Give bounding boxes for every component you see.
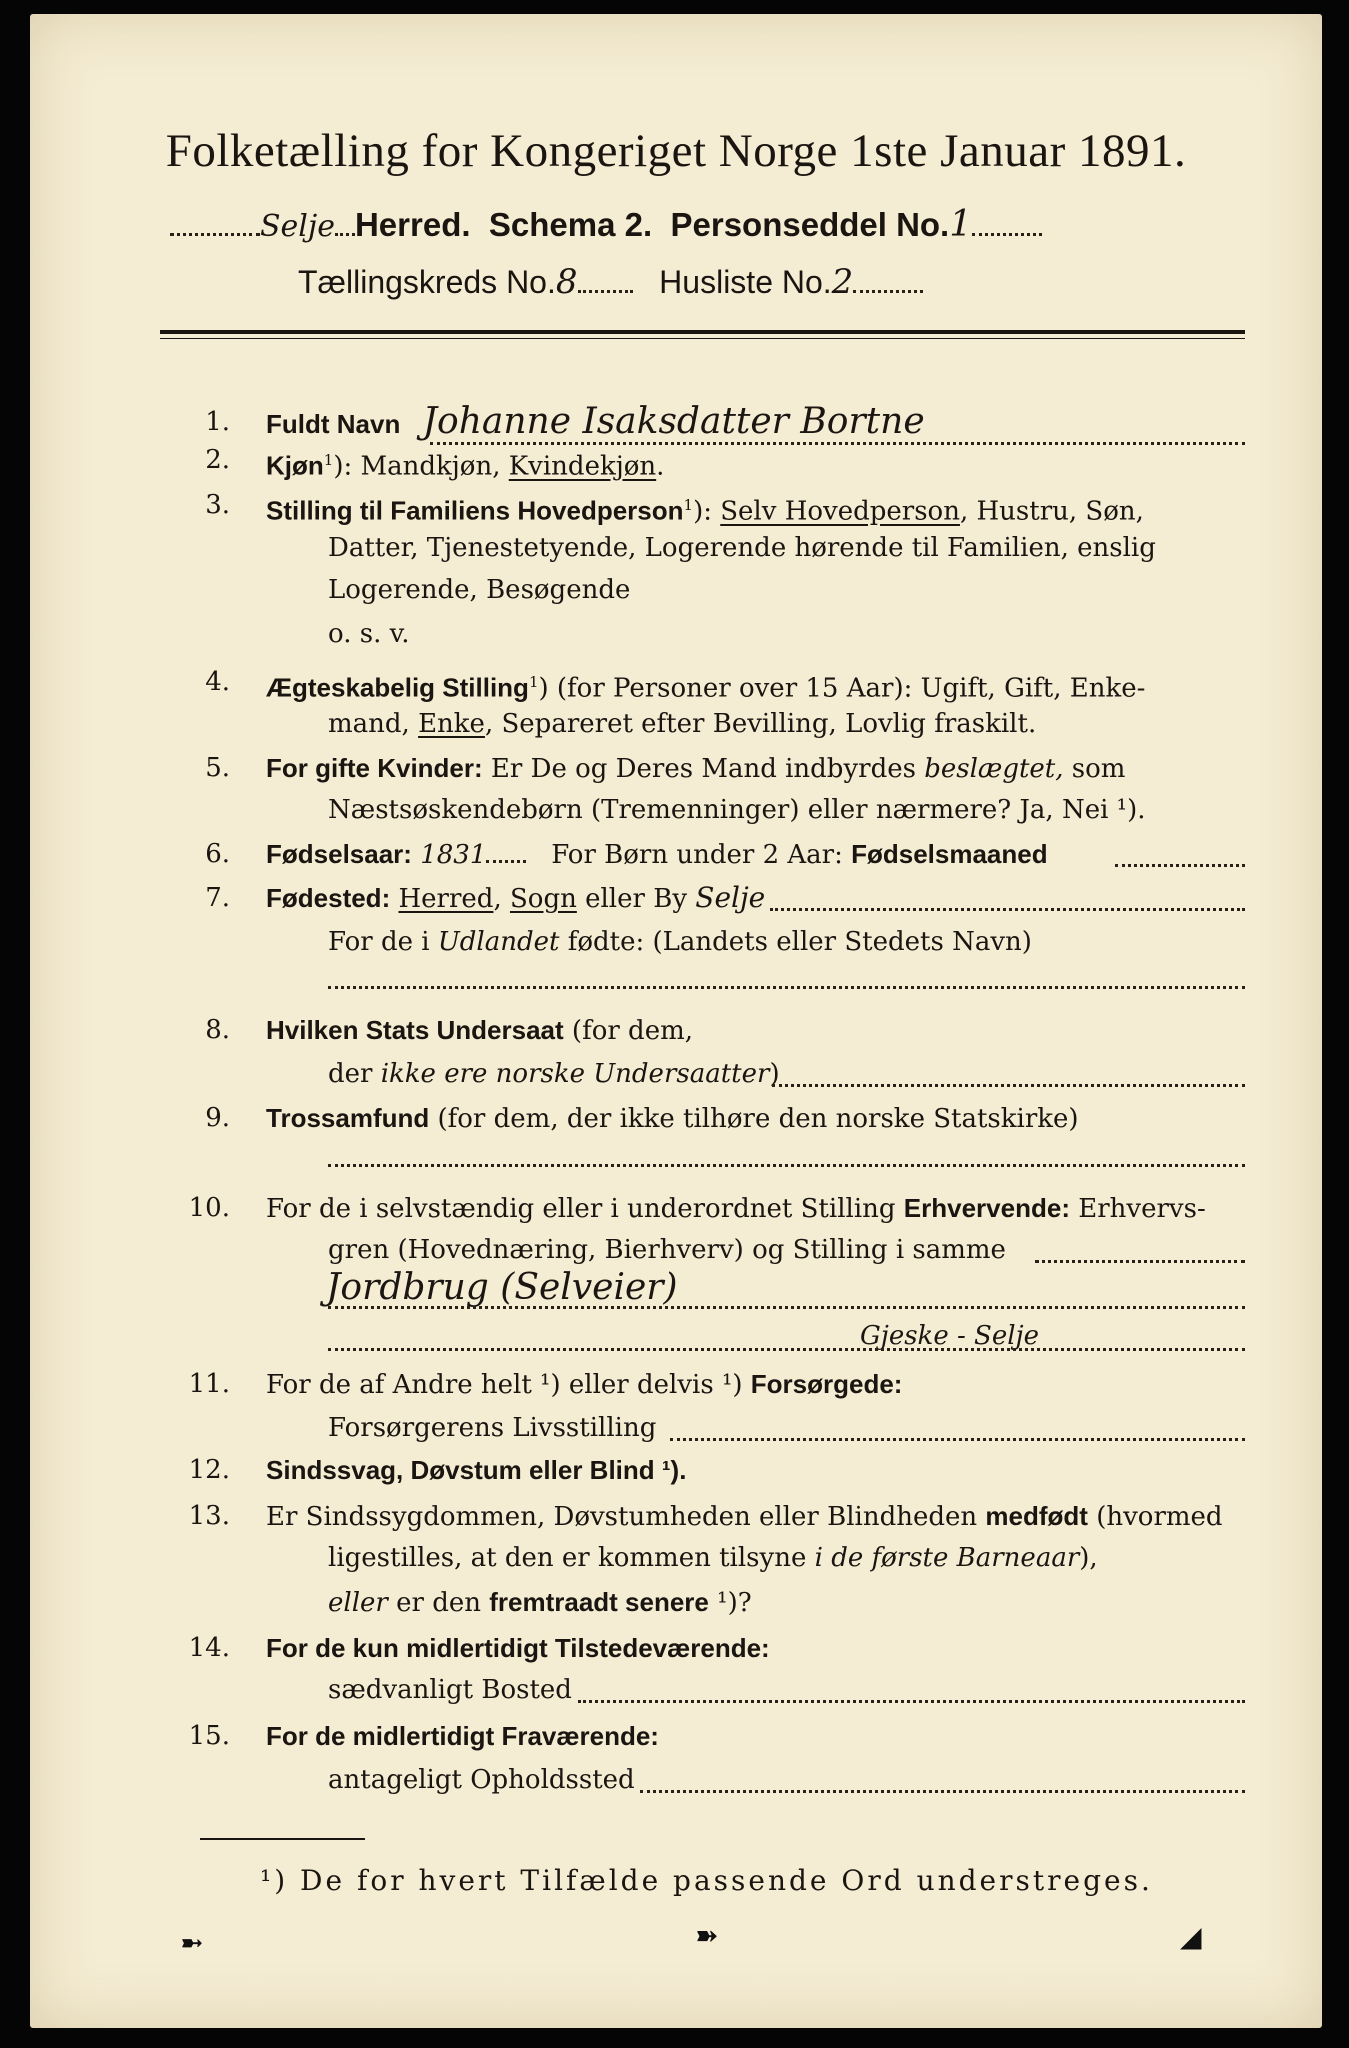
- schema-label: Schema 2.: [488, 206, 653, 243]
- husliste-label: Husliste No.: [659, 264, 832, 300]
- f7-value: Selje: [695, 881, 766, 914]
- punch-mark-icon: ➽: [695, 1919, 719, 1952]
- f1-value: Johanne Isaksdatter Bortne: [422, 401, 925, 442]
- herred-line: [170, 204, 1042, 245]
- f1-label: Fuldt Navn: [266, 409, 401, 439]
- f6-value: 1831: [420, 840, 487, 870]
- form-title: Folketælling for Kongeriget Norge 1ste Januar 1891.: [165, 125, 1187, 177]
- personseddel-label: Personseddel No.: [670, 206, 950, 243]
- footnote-divider: [200, 1838, 365, 1840]
- header-divider: [160, 330, 1245, 334]
- herred-value: Selje: [260, 209, 335, 244]
- header-divider-thin: [160, 338, 1245, 339]
- kreds-value: 8: [555, 262, 578, 302]
- f10-value2: Gjeske - Selje: [860, 1321, 1039, 1351]
- footnote: ¹) De for hvert Tilfælde passende Ord understreges.: [260, 1864, 1153, 1897]
- herred-label: Herred.: [354, 206, 471, 243]
- census-form-page: Folketælling for Kongeriget Norge 1ste Januar 1891. Selje Herred. Schema 2. Personseddel No.1 Tællingskreds No.8 Husliste No.2 1. Fuldt Navn Johanne Isaksdatter Bortne 2. Kjøn$^1$): Mandkjøn, Kvindekjøn. 3. Stilling til Familiens Hovedperson$^1$): Selv Hovedperson, Hustru, Søn, Datter, Tjenestetyende, Logerende hørende til Familien, enslig Logerende, Besøgende o. s. v. 4. Ægteskabelig Stilling$^1$) (for Personer over 15 Aar): Ugift, Gift, Enke- mand, Enke, Separeret efter Bevilling, Lovlig fraskilt. 5. For gifte Kvinder: Er De og Deres Mand indbyrdes beslægtet, som Næstsøskendebørn (Tremenninger) eller nærmere? Ja, Nei ¹). 6. Fødselsaar: 1831 For Børn under 2 Aar: Fødselsmaaned 7. Fødested: Herred, Sogn eller By Selje For de i Udlandet fødte: (Landets eller Stedets Navn) 8. Hvilken Stats Undersaat (for dem, der ikke ere norske Undersaatter) 9. Trossamfund (for dem, der ikke tilhøre den norske Statskirke) 10. For de i selvstændig eller i underordnet Stilling Erhvervende: Erhvervs- gren (Hovednæring, Bierhverv) og Stilling i samme Jordbrug (Selveier) Gjeske - Selje 11. For de af Andre helt ¹) eller delvis ¹) Forsørgede: Forsørgerens Livsstilling 12. Sindssvag, Døvstum eller Blind ¹). 13. Er Sindssygdommen, Døvstumheden eller Blindheden medfødt (hvormed ligestilles, at den er kommen tilsyne i de første Barneaar), eller er den fremtraadt senere ¹)? 14. For de kun midlertidigt Tilstedeværende: sædvanligt Bosted 15. For de midlertidigt Fraværende: antageligt Opholdssted ¹) De for hvert Tilfælde passende Ord understreges. ➼ ➽ ◢: [30, 14, 1322, 2028]
- husliste-value: 2: [831, 262, 854, 302]
- punch-mark-icon: ◢: [1180, 1920, 1202, 1953]
- kreds-label: Tællingskreds No.: [298, 264, 556, 300]
- personseddel-value: 1: [949, 204, 973, 245]
- f10-value: Jordbrug (Selveier): [326, 1267, 678, 1308]
- kreds-line: [298, 262, 923, 302]
- punch-mark-icon: ➼: [180, 1926, 204, 1959]
